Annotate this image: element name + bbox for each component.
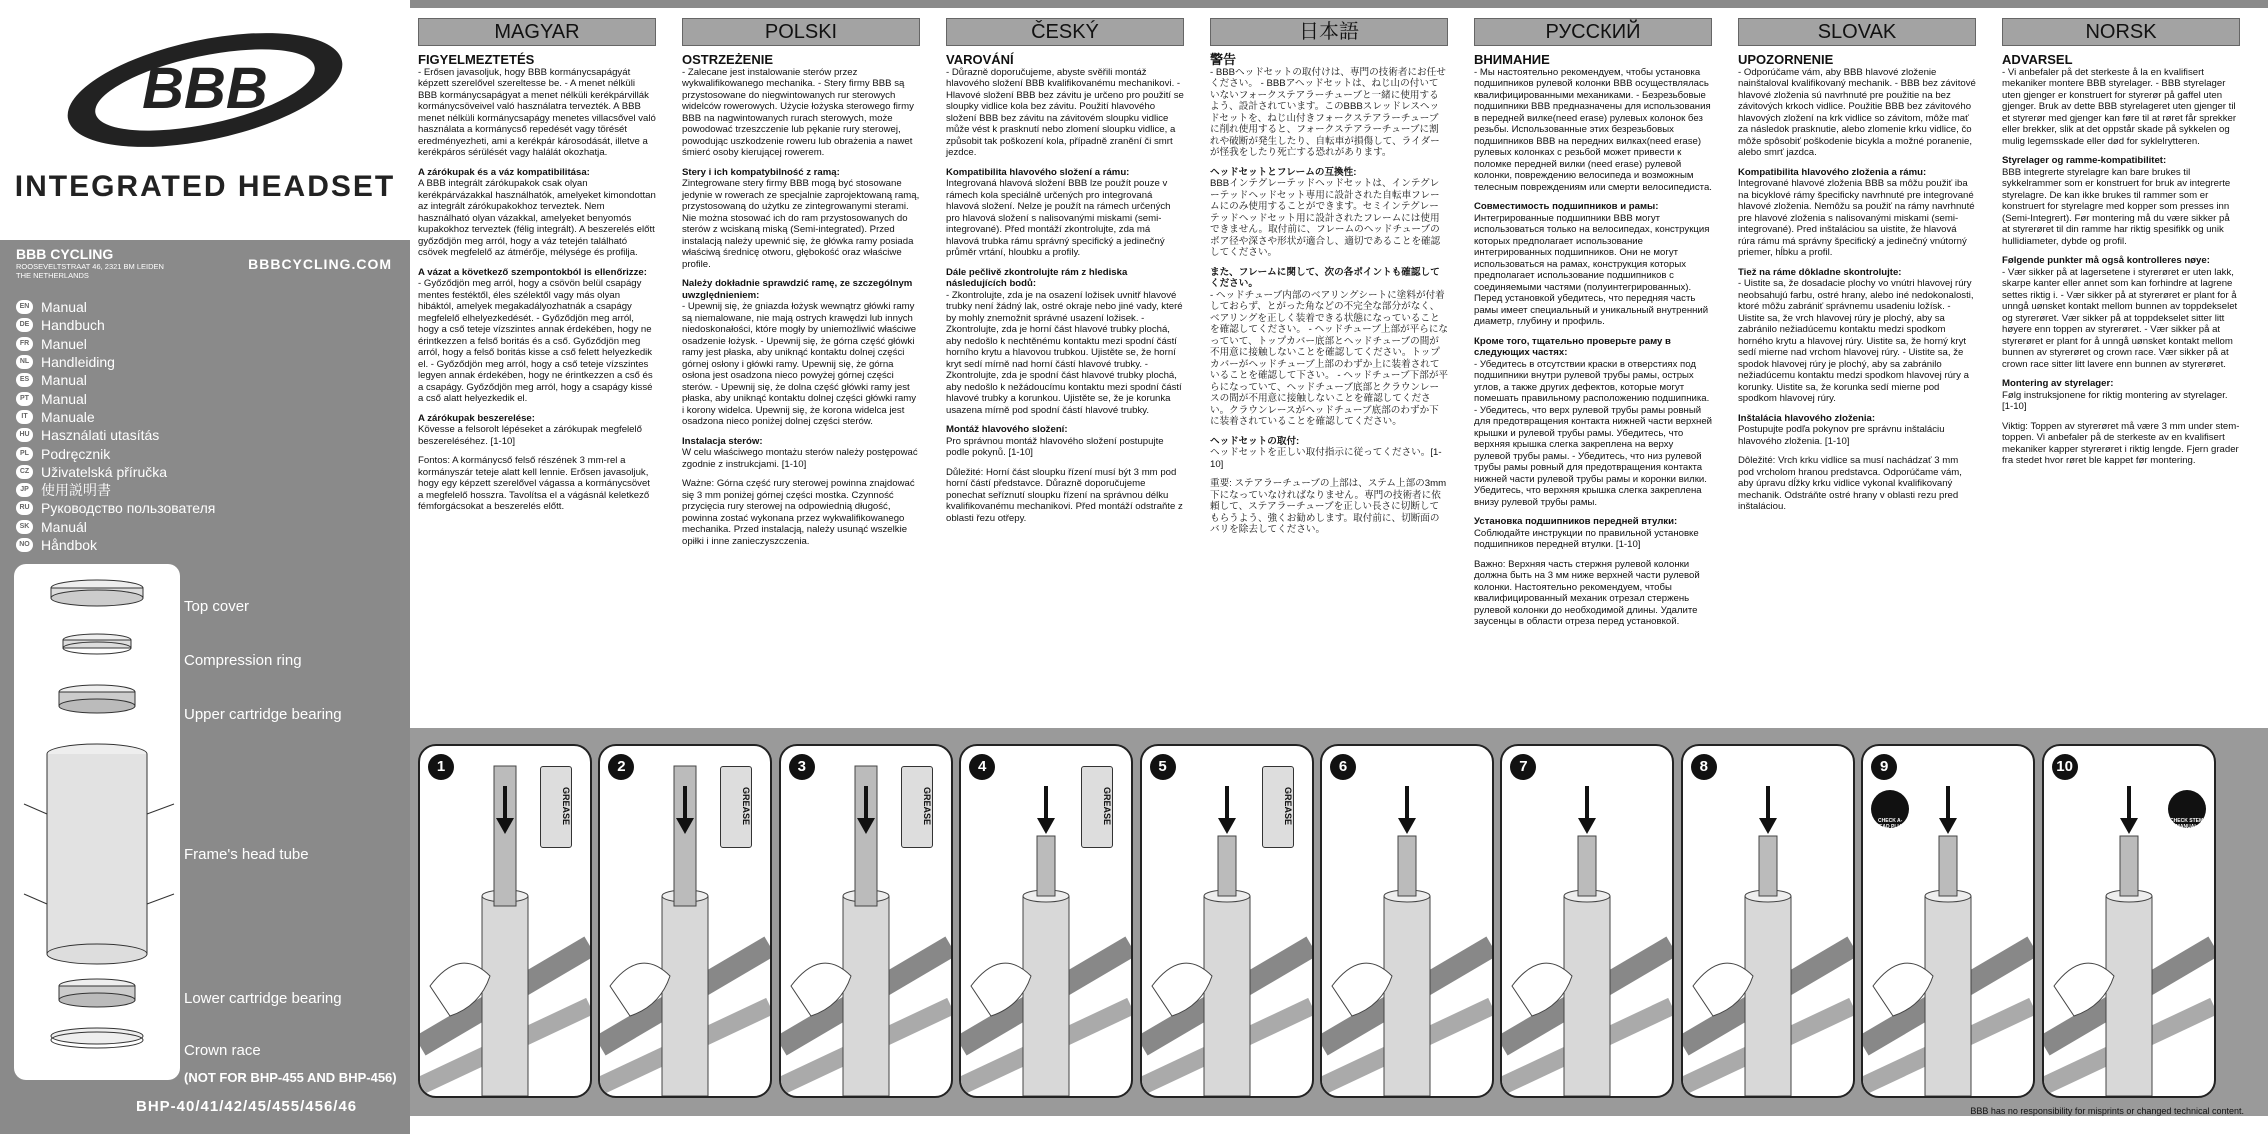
step-panel	[1140, 744, 1314, 1098]
language-code-badge: RU	[16, 501, 33, 515]
headset-exploded-view	[14, 564, 180, 1080]
language-label: Podręcznik	[41, 445, 111, 462]
section-text: - Důrazně doporučujeme, abyste svěřili montáž hlavového složení BBB kvalifikovanému mechanikovi. - Hlavové složení BBB bez závitu je určeno pro použití se sloupky vidlice kola bez závitu. Použití hlavového složení BBB bez závitu na závitovém sloupku vidlice může vést k prasknutí nebo zlomení sloupku vidlice, a způsobit tak poškození kola, případně zranění či smrt jezdce.	[946, 66, 1184, 158]
grease-tube-icon	[1262, 766, 1294, 848]
section-text: Ważne: Górna część rury sterowej powinna znajdować się 3 mm poniżej górnej części mostka. Czynność przycięcia rury sterowej na odpowiednią długość, powinna zostać wykonana przez wykwalifikowanego mechanika. Przed instalacją, należy usunąć wszelkie opiłki i inne zanieczyszczenia.	[682, 478, 915, 547]
column-language-heading: ČESKÝ	[946, 18, 1184, 46]
language-column	[2002, 18, 2240, 475]
section-text: Fontos: A kormánycső felső részének 3 mm-rel a kormányszár teteje alatt kell lennie. Erősen javasoljuk, hogy egy képzett szerelővel vágassa a kormánycsövet a megfelelő hosszra. Tavolítsa el a vágásnál keletkező fémforgácsokat a beszerelés előtt.	[418, 455, 650, 512]
language-item	[16, 389, 215, 407]
language-label: 使用説明書	[41, 482, 111, 499]
column-body	[2002, 54, 2240, 467]
instruction-section	[682, 478, 920, 547]
section-text: Kövesse a felsorolt lépéseket a zárókupak megfelelő beszereléséhez. [1-10]	[418, 424, 642, 447]
grease-tube-icon	[540, 766, 572, 848]
section-text: - Zalecane jest instalowanie sterów przez wykwalifikowanego mechanika. - Stery firmy BBB są przystosowane do niegwintowanych rur sterowych widelców rowerowych. Użycie łożyska sterowego firmy BBB na nagwintowanych rurach sterowych, może powodować trzeszczenie lub pękanie rury sterowej, powodując uszkodzenie roweru lub obrażenia a nawet śmierć osoby kierującej rowerem.	[682, 66, 914, 158]
instruction-section	[1474, 516, 1712, 551]
instruction-section	[2002, 155, 2240, 247]
language-label: Manual	[41, 372, 87, 389]
language-item	[16, 298, 215, 316]
section-text: 重要: ステアラーチューブの上部は、ステム上部の3mm下になっていなければなりません。専門の技術者に依頼して、ステアラーチューブを正しい長さに切断してもらうよう、強くお勧めします。取付前に、切断面のバリを除去してください。	[1210, 478, 1447, 535]
grease-tube-icon	[901, 766, 933, 848]
section-title: Instalacja sterów:	[682, 435, 763, 447]
language-code-badge: DE	[16, 318, 33, 332]
section-title: 警告	[1210, 52, 1237, 67]
language-column	[1210, 18, 1448, 544]
section-text: - Vær sikker på at lagersetene i styrerøret er uten lakk, skarpe kanter eller annet som kan forhindre at lagrene settes riktig i. - Vær sikker på at styrerøret er plant for å unngå uønsket kontakt mellom bunnen av toppdekselet og styrerøret. Vær sikker på at toppdekselet sitter litt høyere enn toppen av styrerøret. - Vær sikker på at styrerøret er plant for å unngå uønsket kontakt mellom bunnen av styrerøret og crown race. Vær sikker på at crown race sitter litt lavere enn bunnen av styrerøret.	[2002, 266, 2238, 370]
step-number: 5	[1150, 754, 1176, 780]
language-label: Handbuch	[41, 317, 105, 334]
language-code-badge: EN	[16, 300, 33, 314]
instruction-section	[1738, 54, 1976, 159]
language-code-badge: PT	[16, 392, 33, 406]
section-title: また、フレームに関して、次の各ポイントも確認してください。	[1210, 266, 1440, 289]
manual-reference-icon	[2168, 790, 2206, 828]
section-text: - Győződjön meg arról, hogy a csövön belül csapágy mentes festéktől, éles szélektől vagy más olyan hibáktól, amelyek megakadályozhatnák a csapágy megfelelő elhelyezkedését. - Győződjön meg arról, hogy a cső teteje vízszintes annak érdekében, hogy ne érintkezzen a felső boritás és a cső. Győződjön meg arról, hogy a felső boritás kisse a cső felett helyezkedik el. - Győződjön meg arról, hogy a cső teteje vízszintes legyen annak érdekében, hogy ne érintkezzen a cső és a csapágy. Győződjön meg arról, hogy a csapágy kissé a cső alatt helyezkedik el.	[418, 278, 653, 404]
section-title: FIGYELMEZTETÉS	[418, 52, 535, 67]
section-text: - ヘッドチューブ内部のベアリングシートに塗料が付着しておらず、とがった角などの不完全な部分がなく、ベアリングを正しく装着できる状態になっていることを確認してください。 - ヘッドチューブ上部が平らになっていて、トップカバー底部とヘッドチューブの間が不用意に接触しないことを確認してください。トップカバーがヘッドチューブ上部のわずか上に装着されていることを確認して下さい。 - ヘッドチューブ下部が平らになっていて、ヘッドチューブ底部とクラウンレースの間が不用意に接触しないことを確認してください。クラウンレースがヘッドチューブ底部のわずか下に装着されていることを確認してください。	[1210, 289, 1449, 427]
language-code-badge: CZ	[16, 465, 33, 479]
column-language-heading: РУССКИЙ	[1474, 18, 1712, 46]
section-text: Соблюдайте инструкции по правильной установке подшипников передней втулки. [1-10]	[1474, 527, 1699, 550]
step-panel	[779, 744, 953, 1098]
step-number: 6	[1330, 754, 1356, 780]
section-title: UPOZORNENIE	[1738, 52, 1834, 67]
language-column	[1738, 18, 1976, 521]
grease-tube-icon	[720, 766, 752, 848]
section-text: Viktig: Toppen av styrerøret må være 3 mm under stem-toppen. Vi anbefaler på de sterkeste av en kvalifisert mekaniker kapper styrerøret i riktig lengde. Fjern grader fra stedet hvor røret ble kappet før montering.	[2002, 420, 2240, 466]
section-title: Inštalácia hlavového zloženia:	[1738, 412, 1876, 424]
language-item	[16, 444, 215, 462]
language-label: Manuel	[41, 335, 87, 352]
section-text: W celu właściwego montażu sterów należy postępować zgodnie z instrukcjami. [1-10]	[682, 447, 918, 470]
step-number: 7	[1510, 754, 1536, 780]
section-title: Følgende punkter må også kontrolleres nøye:	[2002, 255, 2210, 266]
instruction-section	[1738, 267, 1976, 405]
section-title: Styrelager og ramme-kompatibilitet:	[2002, 155, 2167, 166]
section-title: Montáž hlavového složení:	[946, 424, 1068, 435]
language-item	[16, 481, 215, 499]
step-panel	[1500, 744, 1674, 1098]
instruction-section	[1474, 559, 1712, 628]
section-title: ヘッドセットの取付:	[1210, 435, 1300, 447]
section-title: Dále pečlivě zkontrolujte rám z hlediska následujících bodů:	[946, 266, 1128, 289]
step-illustration	[1502, 746, 1672, 1096]
part-label-top-cover: Top cover	[184, 598, 250, 615]
instruction-section	[1210, 167, 1448, 259]
section-title: A zárókupak beszerelése:	[418, 412, 535, 424]
language-label: Manual	[41, 299, 87, 316]
section-title: OSTRZEŻENIE	[682, 52, 774, 67]
language-code-badge: IT	[16, 410, 33, 424]
section-title: Kompatibilita hlavového složení a rámu:	[946, 166, 1130, 178]
instruction-section	[946, 167, 1184, 259]
section-text: Важно: Верхняя часть стержня рулевой колонки должна быть на 3 мм ниже верхней части рулевой колонки. Настоятельно рекомендуем, чтобы квалифицированный механик отрезал стержень рулевой колонки до необходимой длины. Удалите заусенцы в области отреза перед установкой.	[1474, 558, 1700, 627]
part-label-head-tube: Frame's head tube	[184, 846, 309, 863]
language-code-badge: FR	[16, 337, 33, 351]
language-code-badge: HU	[16, 428, 33, 442]
instruction-section	[682, 54, 920, 159]
column-language-heading: POLSKI	[682, 18, 920, 46]
column-language-heading: NORSK	[2002, 18, 2240, 46]
product-title: INTEGRATED HEADSET	[14, 170, 396, 203]
instruction-section	[682, 436, 920, 471]
section-text: - Upewnij się, że gniazda łożysk wewnątrz główki ramy są niemalowane, nie mają ostrych krawędzi lub innych niedoskonałości, które mogły by uniemożliwić właściwe osadzenie łożysk. - Upewnij się, że górna część główki ramy jest płaska, aby uniknąć kontaktu dolnej części górnej osłony i główki ramy. Upewnij się, że górna osłona jest osadzona nieco powyżej górnej części sterów. - Upewnij się, że dolna część główki ramy jest płaska, aby uniknąć kontaktu dolnej części główki ramy i korony widelca. Upewnij się, że korona widelca jest osadzona nieco poniżej dolnej części sterów.	[682, 301, 917, 427]
section-text: A BBB integrált zárókupakok csak olyan kerékpárvázakkal használhatók, amelyeket kimondottan az integrált zárókupakokhoz terveztek. Nem használható olyan vázakkal, amelyeket benyomós kupakokhoz terveztek (félig integrált). A beszerelés előtt győződjön meg arról, hogy a váz tetején található csövek megfelelő az átmérője, mélysége és profilja.	[418, 178, 656, 258]
section-title: Montering av styrelager:	[2002, 378, 2114, 389]
instruction-section	[418, 167, 656, 259]
instruction-section	[418, 54, 656, 159]
instruction-section	[1738, 413, 1976, 448]
section-text: - Odporúčame vám, aby BBB hlavové zloženie nainštaloval kvalifikovaný mechanik. - BBB bez závitové hlavové zloženia sú navrhnuté pre použitie na bez závitových krkoch vidlice. Použitie BBB bez závitového hlavových zložení na krk vidlice so závitom, môže mať za následok prasknutie, alebo zlomenie krku vidlice, čo môže spôsobiť poškodenie bicykla a možné poranenie, alebo smrť jazdca.	[1738, 66, 1976, 158]
grease-label: GREASE	[741, 787, 752, 826]
language-label: Manuál	[41, 518, 87, 535]
company-name: BBB CYCLING	[16, 246, 114, 262]
language-code-badge: NO	[16, 538, 33, 552]
instruction-section	[2002, 255, 2240, 370]
model-numbers: BHP-40/41/42/45/455/456/46	[136, 1098, 358, 1115]
step-number: 4	[969, 754, 995, 780]
language-code-badge: JP	[16, 483, 33, 497]
instruction-section	[418, 455, 656, 513]
section-text: - Убедитесь в отсутствии краски в отверстиях под подшипники внутри рулевой трубы рамы, острых углов, а также других дефектов, которые могут помешать правильному расположению подшипника. - Убедитесь, что верх рулевой трубы рамы ровный для предотвращения контакта нижней части верхней крышки и рулевой трубы рамы. Убедитесь, что верхняя крышка слегка закреплена на верху рулевой трубы рамы. - Убедитесь, что низ рулевой трубы рамы ровный для предотвращения контакта нижней части рулевой трубы рамы и коронки вилки. Убедитесь, что верхняя крышка слегка закреплена внизу рулевой трубы рамы.	[1474, 358, 1713, 508]
instruction-section	[1210, 267, 1448, 428]
column-body	[1474, 54, 1712, 628]
language-column	[418, 18, 656, 521]
top-strip	[410, 0, 2268, 8]
language-label: Руководство пользователя	[41, 500, 216, 517]
section-text: Postupujte podľa pokynov pre správnu inštaláciu hlavového zloženia. [1-10]	[1738, 424, 1945, 447]
grease-label: GREASE	[1102, 787, 1113, 826]
step-number: 2	[608, 754, 634, 780]
disclaimer: BBB has no responsibility for misprints or changed technical content.	[1970, 1106, 2244, 1116]
instruction-section	[1738, 455, 1976, 513]
section-title: Установка подшипников передней втулки:	[1474, 516, 1678, 527]
instruction-section	[682, 278, 920, 428]
language-code-badge: SK	[16, 520, 33, 534]
language-code-badge: ES	[16, 373, 33, 387]
language-label: Manual	[41, 390, 87, 407]
section-text: ヘッドセットを正しい取付指示に従ってください。[1-10]	[1210, 447, 1442, 470]
crown-race-note: (NOT FOR BHP-455 AND BHP-456)	[184, 1070, 397, 1085]
instruction-section	[418, 413, 656, 448]
language-label: Használati utasítás	[41, 427, 160, 444]
section-title: Stery i ich kompatybilność z ramą:	[682, 166, 840, 178]
section-text: Pro správnou montáž hlavového složení postupujte podle pokynů. [1-10]	[946, 435, 1164, 458]
section-title: Кроме того, тщательно проверьте раму в следующих частях:	[1474, 335, 1671, 358]
language-item	[16, 536, 215, 554]
language-column	[682, 18, 920, 555]
language-item	[16, 426, 215, 444]
section-title: Совместимость подшипников и рамы:	[1474, 201, 1659, 212]
step-panel	[418, 744, 592, 1098]
sidebar	[0, 0, 410, 1134]
grease-label: GREASE	[561, 787, 571, 826]
section-title: ВНИМАНИЕ	[1474, 52, 1550, 67]
step-number: 10	[2052, 754, 2078, 780]
section-text: - Erősen javasoljuk, hogy BBB kormánycsapágyát képzett szerelővel szereltesse be. - A menet nélküli BBB kormánycsapágyat a menet nélküli kerékpárvillák kormánycsöveivel való használatra tervezték. A BBB menet nélküli kormánycsapágy menetes villacsővel való használata a kormánycső repedését vagy törését eredményezheti, ami a kerékpár károsodását, illetve a kerékpáros sérülését vagy halálát okozhatja.	[418, 66, 656, 158]
section-text: - Uistite sa, že dosadacie plochy vo vnútri hlavovej rúry neobsahujú farbu, ostré hrany, alebo iné nedokonalosti, ktoré môžu zabrániť správnemu usadeniu ložísk. - Uistite sa, že vrch hlavovej rúry je plochý, aby sa zabránilo nežiadúcemu kontaktu medzi spodkom horného krytu a hlavovej rúry. Uistite sa, že horný kryt sedí mierne nad vrchom hlavovej rúry. - Uistite sa, že spodok hlavovej rúry je plochý, aby sa zabránilo nežiadúcemu kontaktu medzi spodkom hlavovej rúry a korunky. Uistite sa, že korunka sedí mierne pod spodkom hlavovej rúry.	[1738, 278, 1974, 404]
company-address: ROOSEVELTSTRAAT 46, 2321 BM LEIDEN THE NETHERLANDS	[16, 262, 164, 280]
step-number: 8	[1691, 754, 1717, 780]
bbb-logo	[0, 0, 410, 170]
section-text: - Мы настоятельно рекомендуем, чтобы установка подшипников рулевой колонки BBB осуществлялась квалифицированными механиками. - Безрезьбовые подшипники BBB предназначены для использования в передней вилке(need erase) рулевых колонок без резьбы. Использованные этих безрезьбовых подшипников BBB на передних вилках(need erase) рулевых колонках с резьбой может привести к поломке передней вилки (need erase) рулевой колонки, повреждению велосипеда и возможным телесным повреждениям или смерти велосипедиста.	[1474, 66, 1712, 193]
instruction-section	[946, 424, 1184, 459]
section-text: BBB integrerte styrelagre kan bare brukes til sykkelrammer som er konstruert for bruk av integrerte styrelagre. De kan ikke brukes til rammer som er konstruert for styrelagre med kopper som presses inn (Semi-Integrert). Før montering må du være sikker på at styrerøret til din ramme har riktig spesifikk og unik hullidiameter, dybde og profil.	[2002, 166, 2231, 247]
section-text: - Zkontrolujte, zda je na osazení ložisek uvnitř hlavové trubky není žádný lak, ostré okraje nebo jiné vady, které by mohly znemožnit správné usazení ložisek. - Zkontrolujte, zda je horní část hlavové trubky plochá, aby nedošlo k nechtěnému kontaktu mezi spodní částí horního krytu a hlavovou trubkou. Ujistěte se, že horní kryt sedí mírně nad horní částí hlavové trubky. - Zkontrolujte, zda je spodní část hlavové trubky plochá, aby nedošlo k nežádoucímu kontaktu mezi spodní částí hlavové trubky a korunkou. Ujistěte se, že je korunka usazena mírně pod spodní částí hlavové trubky.	[946, 289, 1183, 416]
section-title: A zárókupak és a váz kompatibilitása:	[418, 166, 590, 178]
language-item	[16, 518, 215, 536]
column-body	[1738, 54, 1976, 513]
section-text: - BBBヘッドセットの取付けは、専門の技術者にお任せください。 - BBBアヘッドセットは、ねじ山の付いていないフォークステアラーチューブと一緒に使用するよう、設計されています。このBBBスレッドレスヘッドセットを、ねじ山付きフォークステアラーチューブに削れ使用すると、フォークステアラーチューブに割れや破断が発生したり、自転車が損傷して、ライダーが怪我をしたり死亡する恐れがあります。	[1210, 66, 1446, 158]
step-panel	[1681, 744, 1855, 1098]
parts-diagram	[14, 564, 180, 1080]
manual-reference-icon	[1871, 790, 1909, 836]
column-body	[946, 54, 1184, 524]
step-panel	[959, 744, 1133, 1098]
section-text: Integrovaná hlavová složení BBB lze použít pouze v rámech kola speciálně určených pro integrovaná hlavová složení. Nelze je použít na rámech určených pro hlavová složení s nalisovanými miskami (semi-integrované). Před montáží zkontrolujte, zda má hlavová trubka rámu správný specifický a jedinečný průměr vrtání, hloubku a profily.	[946, 178, 1171, 258]
step-panel	[1861, 744, 2035, 1098]
column-body	[418, 54, 656, 513]
column-language-heading: MAGYAR	[418, 18, 656, 46]
language-label: Handleiding	[41, 354, 115, 371]
step-number: 1	[428, 754, 454, 780]
instruction-section	[1474, 336, 1712, 509]
language-code-badge: PL	[16, 447, 33, 461]
grease-label: GREASE	[921, 787, 932, 826]
instruction-section	[2002, 378, 2240, 413]
section-title: ADVARSEL	[2002, 52, 2073, 67]
language-label: Uživatelská příručka	[41, 463, 168, 480]
language-label: Manuale	[41, 408, 95, 425]
language-item	[16, 408, 215, 426]
language-list	[16, 298, 215, 554]
section-text: Dôležité: Vrch krku vidlice sa musí nachádzať 3 mm pod vrcholom hranou predstavca. Odporúčame vám, aby úpravu dĺžky krku vidlice vykonal kvalifikovaný mechanik. Odstráňte ostré hrany v oblasti rezu pred inštaláciou.	[1738, 455, 1962, 512]
part-label-crown-race: Crown race	[184, 1042, 261, 1059]
logo-area	[0, 0, 410, 240]
section-text: - Vi anbefaler på det sterkeste å la en kvalifisert mekaniker montere BBB styrelager. - BBB styrelager uten gjenger er konstruert for styrerør på gaffel uten gjenger. Bruk av dette BBB styrelageret uten gjenger til et styrerør med gjenger kan føre til at røret får sprekker eller brekker, slik at det oppstår skade på sykkelen og mulig legemsskade eller død for syklelrytteren.	[2002, 66, 2237, 147]
step-panel	[598, 744, 772, 1098]
instruction-section	[1210, 436, 1448, 471]
step-number: 9	[1871, 754, 1897, 780]
instruction-section	[2002, 421, 2240, 467]
website-link[interactable]: BBBCYCLING.COM	[248, 256, 392, 272]
section-title: ヘッドセットとフレームの互換性:	[1210, 166, 1357, 178]
column-language-heading: 日本語	[1210, 18, 1448, 46]
logo-text: BBB	[142, 56, 268, 121]
instruction-section	[682, 167, 920, 271]
part-label-lower-bearing: Lower cartridge bearing	[184, 990, 342, 1007]
instruction-section	[1210, 478, 1448, 536]
language-item	[16, 353, 215, 371]
language-item	[16, 371, 215, 389]
manual-reference-label: CHECK A-HEAD PLUG MANUAL	[1875, 818, 1905, 836]
column-body	[682, 54, 920, 547]
column-language-heading: SLOVAK	[1738, 18, 1976, 46]
section-text: Integrované hlavové zloženia BBB sa môžu použiť iba na bicyklové rámy špecificky navrhnuté pre integrované hlavové zloženia. Nemôžu sa použiť na rámy navrhnuté pre hlavové zloženia s nalisovanými miskami (semi-integrované). Pred inštaláciou sa uistite, že hlavová rúra rámu má správny špecifický a jedinečný vnútorný priemer, hĺbku a profil.	[1738, 178, 1975, 258]
language-item	[16, 499, 215, 517]
section-title: Należy dokładnie sprawdzić ramę, ze szczególnym uwzględnieniem:	[682, 278, 913, 301]
section-title: Kompatibilita hlavového zloženia a rámu:	[1738, 166, 1927, 178]
language-item	[16, 316, 215, 334]
part-label-compression-ring: Compression ring	[184, 652, 302, 669]
column-body	[1210, 54, 1448, 536]
instruction-section	[418, 267, 656, 405]
section-text: Důležité: Horní část sloupku řízení musí být 3 mm pod horní částí představce. Důrazně doporučujeme ponechat seříznutí sloupku řízení na správnou délku kvalifikovanému mechanikovi. Před montáží odstraňte z oblasti řezu otřepy.	[946, 466, 1183, 524]
instruction-section	[946, 267, 1184, 417]
step-illustration	[1683, 746, 1853, 1096]
step-panel	[1320, 744, 1494, 1098]
step-illustration	[1322, 746, 1492, 1096]
language-item	[16, 463, 215, 481]
language-column	[1474, 18, 1712, 636]
section-title: A vázat a következő szempontokból is ellenőrizze:	[418, 266, 647, 278]
section-text: Интегрированные подшипники BBB могут использоваться только на велосипедах, конструкция которых предполагает использование интегрированных подшипников. Они не могут использоваться на рамах, конструкция которых предполагает использование подшипников с соединяемыми частями (полуинтегрированных). Перед установкой убедитесь, что передняя часть рамы имеет специальный и уникальный внутренний диаметр, глубину и профиль.	[1474, 212, 1710, 327]
section-text: Zintegrowane stery firmy BBB mogą być stosowane jedynie w rowerach ze specjalnie zaprojektowaną ramą, przystosowaną do użytku ze zintegrowanymi sterami. Nie można stosować ich do ram przystosowanych do sterów z wciskaną miską (Semi-integrated). Przed instalacją należy upewnić się, że główka ramy posiada właściwą średnicę otworu, głębokość oraz właściwe profile.	[682, 178, 920, 270]
step-panel	[2042, 744, 2216, 1098]
instruction-section	[946, 54, 1184, 159]
instruction-section	[946, 467, 1184, 525]
instruction-section	[1474, 54, 1712, 193]
grease-label: GREASE	[1282, 787, 1293, 826]
grease-tube-icon	[1081, 766, 1113, 848]
language-column	[946, 18, 1184, 532]
section-text: BBBインテグレーテッドヘッドセットは、インテグレーテッドヘッドセット専用に設計された自転車フレームにのみ使用することができます。セミインテグレーテッドヘッドセット用に設計されたフレームには使用できません。取付前に、フレームのヘッドチューブのボア径や深さや形状が適合し、適切であることを確認してください。	[1210, 178, 1441, 258]
instruction-section	[1210, 54, 1448, 159]
section-title: VAROVÁNÍ	[946, 52, 1014, 67]
language-item	[16, 335, 215, 353]
manual-reference-label: CHECK STEM MANUAL	[2170, 818, 2204, 830]
section-title: Tiež na ráme dôkladne skontrolujte:	[1738, 266, 1902, 278]
language-label: Håndbok	[41, 537, 98, 553]
section-text: Følg instruksjonene for riktig montering av styrelager. [1-10]	[2002, 389, 2228, 412]
part-label-upper-bearing: Upper cartridge bearing	[184, 706, 342, 723]
instruction-section	[2002, 54, 2240, 147]
step-number: 3	[789, 754, 815, 780]
instruction-section	[1738, 167, 1976, 259]
language-code-badge: NL	[16, 355, 33, 369]
instruction-section	[1474, 201, 1712, 328]
